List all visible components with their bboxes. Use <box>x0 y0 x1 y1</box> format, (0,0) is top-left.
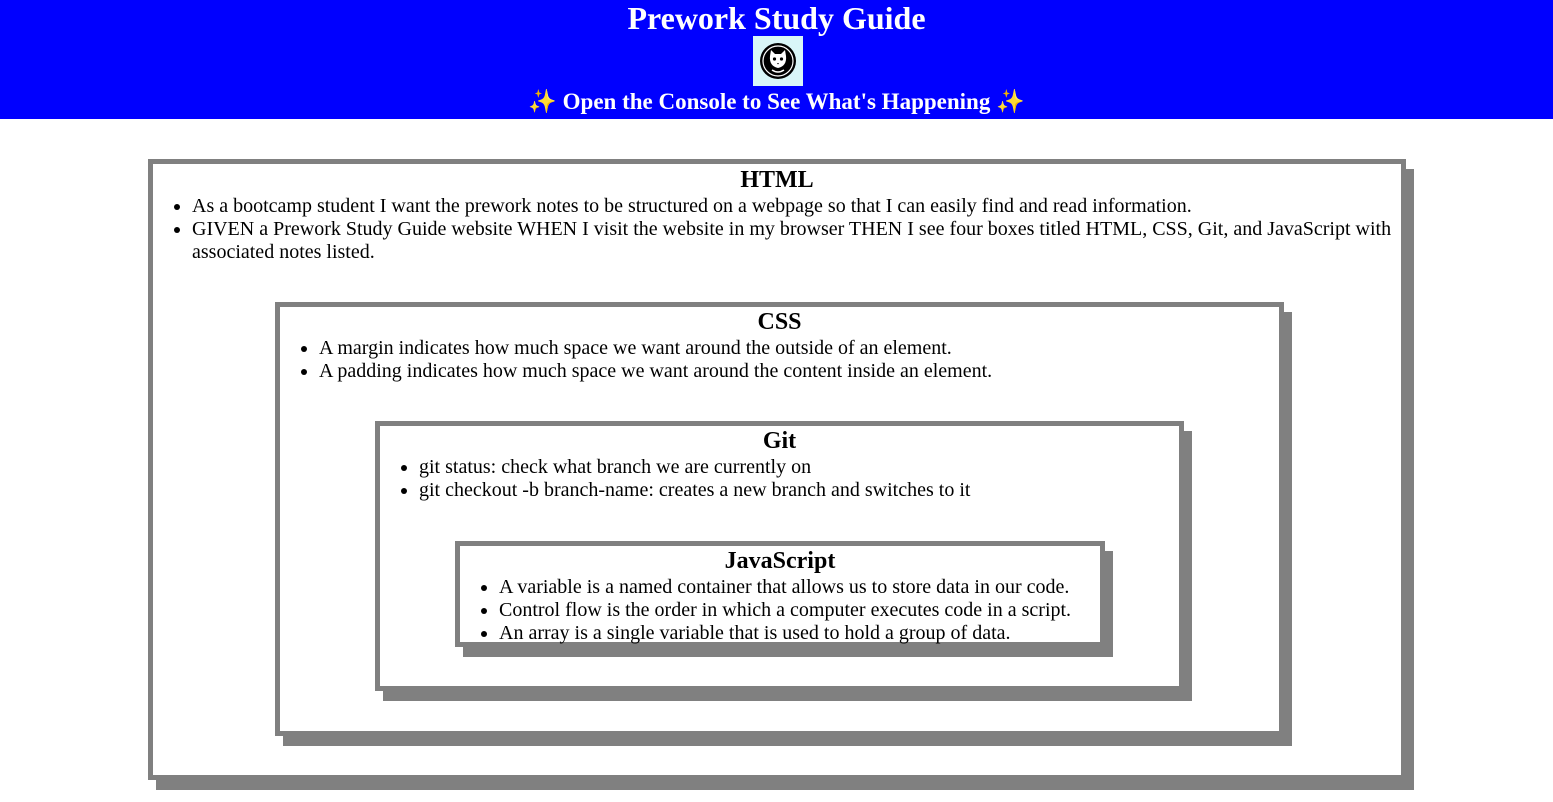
sparkles-icon-left: ✨ <box>528 89 557 114</box>
page-header <box>0 0 1553 119</box>
list-item: • A variable is a named container that allows us to store data in our code. <box>499 576 1119 599</box>
list-item: • GIVEN a Prework Study Guide website WHEN I visit the website in my browser THEN I see four boxes titled HTML, CSS, Git, and JavaScript with associated notes listed. <box>192 218 1392 264</box>
section-javascript-list <box>460 576 1119 645</box>
list-item: • A padding indicates how much space we want around the content inside an element. <box>319 360 1279 383</box>
section-git-list <box>380 456 1179 502</box>
section-javascript <box>455 541 1105 647</box>
list-item: • A margin indicates how much space we want around the outside of an element. <box>319 337 1279 360</box>
list-item: • Control flow is the order in which a computer executes code in a script. <box>499 599 1119 622</box>
section-git-title: Git <box>762 428 797 454</box>
section-javascript-title: JavaScript <box>724 548 836 574</box>
section-html <box>148 159 1406 780</box>
section-css <box>275 302 1284 736</box>
section-css-title: CSS <box>757 309 802 335</box>
section-git <box>375 421 1184 691</box>
list-item: • git status: check what branch we are currently on <box>419 456 1179 479</box>
page-title: Prework Study Guide <box>627 0 926 36</box>
subtitle-text: Open the Console to See What's Happening <box>562 89 991 114</box>
sparkles-icon-right: ✨ <box>996 89 1025 114</box>
section-html-title: HTML <box>740 167 814 193</box>
list-item: • An array is a single variable that is used to hold a group of data. <box>499 622 1119 645</box>
section-html-list <box>153 195 1392 264</box>
list-item: • git checkout -b branch-name: creates a new branch and switches to it <box>419 479 1179 502</box>
list-item: • As a bootcamp student I want the prework notes to be structured on a webpage so that I can easily find and read information. <box>192 195 1392 218</box>
cat-logo-icon <box>753 36 803 86</box>
section-css-list <box>280 337 1279 383</box>
page-subtitle <box>0 89 1553 115</box>
